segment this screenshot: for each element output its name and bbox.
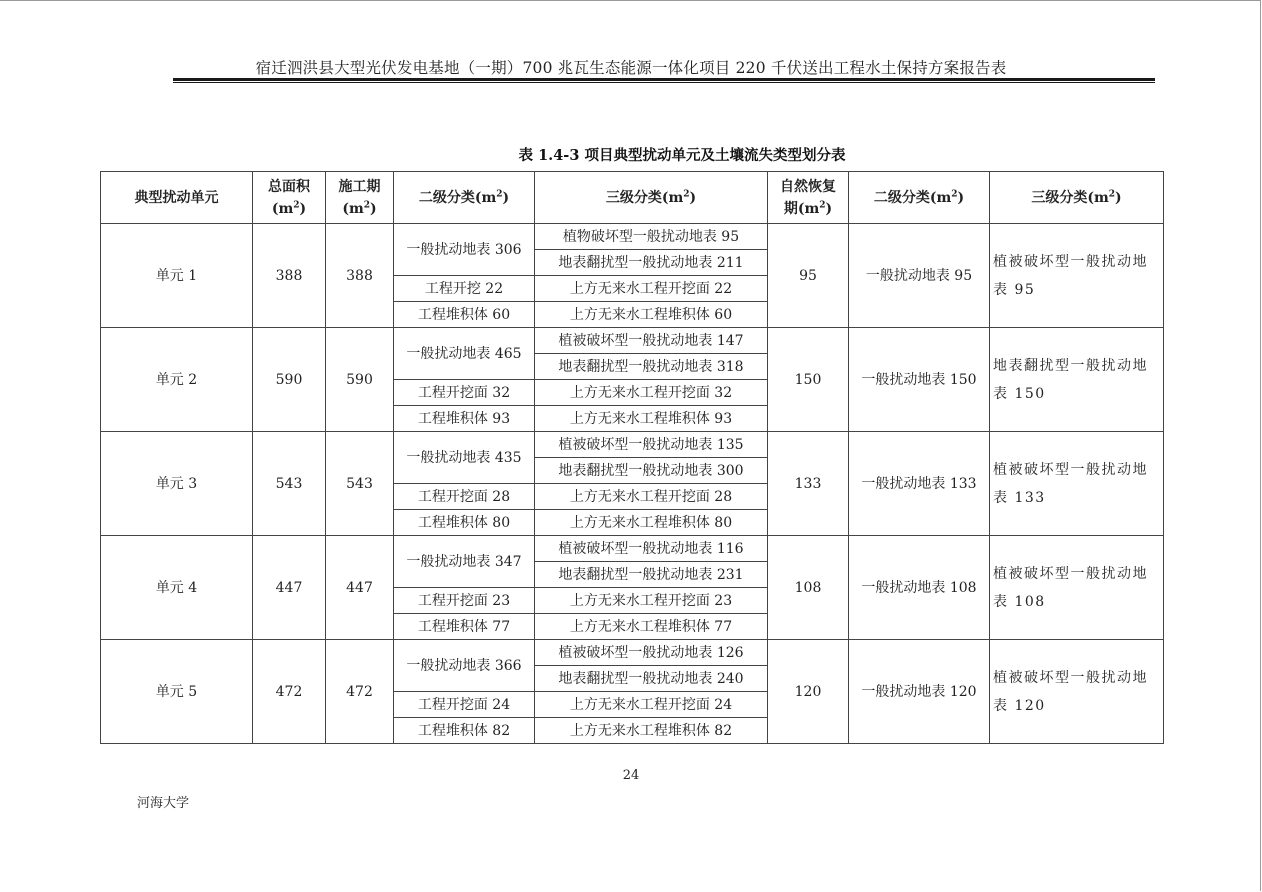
tertiary-pile: 上方无来水工程堆积体 93 — [535, 406, 768, 432]
tertiary-general-b: 地表翻扰型一般扰动地表 318 — [535, 354, 768, 380]
recovery-secondary: 一般扰动地表 133 — [849, 432, 990, 536]
unit-total-area: 590 — [253, 328, 326, 432]
table-caption: 表 1.4-3 项目典型扰动单元及土壤流失类型划分表 — [518, 147, 846, 164]
tertiary-general-a: 植被破坏型一般扰动地表 116 — [535, 536, 768, 562]
secondary-pile: 工程堆积体 80 — [394, 510, 535, 536]
header-sup: 2 — [363, 199, 371, 210]
table-row — [101, 536, 1164, 562]
unit-total-area: 388 — [253, 224, 326, 328]
secondary-general: 一般扰动地表 465 — [394, 328, 535, 380]
header-construction-period — [326, 172, 394, 224]
header-construction-unit: (m — [342, 200, 364, 217]
header-close: ) — [689, 189, 697, 206]
header-sup: 2 — [683, 188, 690, 199]
header-recovery-unit: 期(m — [783, 200, 820, 217]
secondary-excavation: 工程开挖面 32 — [394, 380, 535, 406]
header-recovery-label: 自然恢复 — [780, 178, 836, 195]
header-recovery-tertiary-label: 三级分类(m — [1031, 189, 1109, 206]
secondary-general: 一般扰动地表 435 — [394, 432, 535, 484]
unit-name: 单元 2 — [101, 328, 253, 432]
unit-construction-area: 447 — [326, 536, 394, 640]
unit-total-area: 543 — [253, 432, 326, 536]
tertiary-general-b: 地表翻扰型一般扰动地表 300 — [535, 458, 768, 484]
header-unit — [101, 172, 253, 224]
header-total-area — [253, 172, 326, 224]
secondary-excavation: 工程开挖 22 — [394, 276, 535, 302]
header-sup: 2 — [1108, 188, 1116, 199]
tertiary-general-b: 地表翻扰型一般扰动地表 211 — [535, 250, 768, 276]
unit-total-area: 447 — [253, 536, 326, 640]
recovery-area: 120 — [768, 640, 849, 744]
tertiary-excavation: 上方无来水工程开挖面 24 — [535, 692, 768, 718]
recovery-area: 133 — [768, 432, 849, 536]
header-close: ) — [370, 200, 377, 217]
recovery-area: 95 — [768, 224, 849, 328]
header-recovery-tertiary — [990, 172, 1164, 224]
unit-construction-area: 388 — [326, 224, 394, 328]
header-rule — [173, 78, 1155, 81]
secondary-pile: 工程堆积体 93 — [394, 406, 535, 432]
header-recovery-secondary-label: 二级分类(m — [873, 189, 952, 206]
header-close: ) — [957, 189, 965, 206]
secondary-excavation: 工程开挖面 24 — [394, 692, 535, 718]
table-header-row — [101, 172, 1164, 224]
header-close: ) — [299, 200, 307, 217]
header-total-area-label: 总面积 — [268, 178, 310, 195]
header-tertiary-label: 三级分类(m — [605, 189, 684, 206]
header-close: ) — [825, 200, 833, 217]
header-total-area-unit: (m — [271, 200, 294, 217]
header-secondary-label: 二级分类(m — [418, 189, 497, 206]
header-sup: 2 — [819, 199, 826, 210]
table-row — [101, 224, 1164, 250]
unit-name: 单元 1 — [101, 224, 253, 328]
secondary-pile: 工程堆积体 82 — [394, 718, 535, 744]
tertiary-general-b: 地表翻扰型一般扰动地表 231 — [535, 562, 768, 588]
tertiary-general-a: 植被破坏型一般扰动地表 147 — [535, 328, 768, 354]
recovery-area: 108 — [768, 536, 849, 640]
disturbance-unit-table — [100, 171, 1164, 744]
header-construction-label: 施工期 — [338, 178, 381, 195]
secondary-pile: 工程堆积体 77 — [394, 614, 535, 640]
tertiary-general-a: 植物破坏型一般扰动地表 95 — [535, 224, 768, 250]
unit-name: 单元 5 — [101, 640, 253, 744]
header-close: ) — [1115, 189, 1122, 206]
secondary-general: 一般扰动地表 366 — [394, 640, 535, 692]
recovery-tertiary: 植被破坏型一般扰动地表 95 — [990, 224, 1164, 328]
unit-name: 单元 4 — [101, 536, 253, 640]
recovery-secondary: 一般扰动地表 120 — [849, 640, 990, 744]
header-unit-label: 典型扰动单元 — [134, 189, 219, 206]
unit-total-area: 472 — [253, 640, 326, 744]
tertiary-excavation: 上方无来水工程开挖面 28 — [535, 484, 768, 510]
recovery-area: 150 — [768, 328, 849, 432]
document-header-title: 宿迁泗洪县大型光伏发电基地（一期）700 兆瓦生态能源一体化项目 220 千伏送出工程水土保持方案报告表 — [255, 59, 1007, 77]
secondary-excavation: 工程开挖面 28 — [394, 484, 535, 510]
tertiary-excavation: 上方无来水工程开挖面 23 — [535, 588, 768, 614]
table-row — [101, 432, 1164, 458]
tertiary-excavation: 上方无来水工程开挖面 22 — [535, 276, 768, 302]
secondary-general: 一般扰动地表 306 — [394, 224, 535, 276]
page-number: 24 — [622, 768, 640, 783]
header-sup: 2 — [496, 188, 503, 199]
recovery-tertiary: 地表翻扰型一般扰动地表 150 — [990, 328, 1164, 432]
header-recovery-secondary — [849, 172, 990, 224]
tertiary-pile: 上方无来水工程堆积体 82 — [535, 718, 768, 744]
secondary-excavation: 工程开挖面 23 — [394, 588, 535, 614]
table-row — [101, 328, 1164, 354]
recovery-tertiary: 植被破坏型一般扰动地表 120 — [990, 640, 1164, 744]
header-sup: 2 — [293, 199, 300, 210]
header-secondary — [394, 172, 535, 224]
secondary-pile: 工程堆积体 60 — [394, 302, 535, 328]
tertiary-general-a: 植被破坏型一般扰动地表 135 — [535, 432, 768, 458]
tertiary-excavation: 上方无来水工程开挖面 32 — [535, 380, 768, 406]
tertiary-general-b: 地表翻扰型一般扰动地表 240 — [535, 666, 768, 692]
unit-name: 单元 3 — [101, 432, 253, 536]
recovery-secondary: 一般扰动地表 95 — [849, 224, 990, 328]
table-row — [101, 640, 1164, 666]
header-sup: 2 — [951, 188, 958, 199]
tertiary-pile: 上方无来水工程堆积体 60 — [535, 302, 768, 328]
header-tertiary — [535, 172, 768, 224]
header-recovery-period — [768, 172, 849, 224]
unit-construction-area: 543 — [326, 432, 394, 536]
unit-construction-area: 590 — [326, 328, 394, 432]
tertiary-pile: 上方无来水工程堆积体 77 — [535, 614, 768, 640]
header-rule-thin — [173, 82, 1155, 83]
tertiary-pile: 上方无来水工程堆积体 80 — [535, 510, 768, 536]
secondary-general: 一般扰动地表 347 — [394, 536, 535, 588]
recovery-secondary: 一般扰动地表 150 — [849, 328, 990, 432]
recovery-tertiary: 植被破坏型一般扰动地表 108 — [990, 536, 1164, 640]
header-close: ) — [502, 189, 510, 206]
tertiary-general-a: 植被破坏型一般扰动地表 126 — [535, 640, 768, 666]
recovery-secondary: 一般扰动地表 108 — [849, 536, 990, 640]
footer-organization: 河海大学 — [137, 796, 190, 811]
unit-construction-area: 472 — [326, 640, 394, 744]
recovery-tertiary: 植被破坏型一般扰动地表 133 — [990, 432, 1164, 536]
